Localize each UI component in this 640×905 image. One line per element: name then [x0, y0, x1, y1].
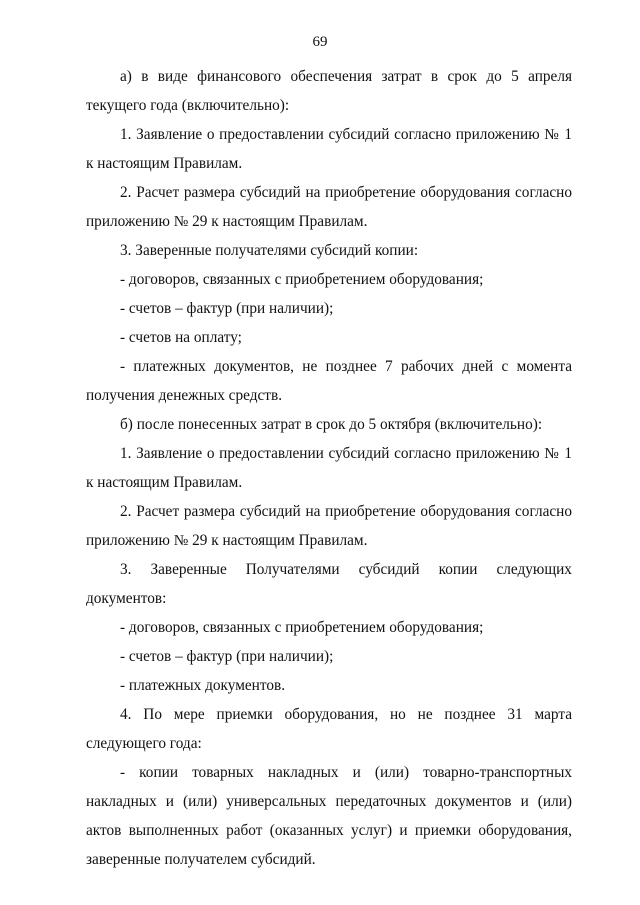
paragraph-b-2: 2. Расчет размера субсидий на приобретение оборудования согласно приложению № 29 к настоящим Правилам. — [86, 503, 572, 549]
list-item-invoices-b: - счетов – фактур (при наличии); — [120, 648, 334, 665]
paragraph-4-copies: - копии товарных накладных и (или) товарно-транспортных накладных и (или) универсальных передаточных документов и (или) актов выполненных работ (оказанных услуг) и приемки оборудования, заверенные получателем субсидий. — [86, 764, 572, 868]
spaced-word: Получателями — [245, 561, 340, 578]
paragraph-a-3: 3. Заверенные получателями субсидий копии: — [120, 242, 419, 259]
paragraph-a-intro: а) в виде финансового обеспечения затрат в срок до 5 апреля текущего года (включительно): — [86, 68, 572, 114]
list-item-contracts: - договоров, связанных с приобретением оборудования; — [120, 271, 484, 288]
paragraph-b-3-tail: документов: — [86, 590, 167, 607]
spaced-word: субсидий — [358, 561, 420, 578]
spaced-word: следующих — [496, 561, 572, 578]
list-item-payment-docs: - платежных документов, не позднее 7 рабочих дней с момента получения денежных средств. — [86, 358, 572, 404]
spaced-word: копии — [438, 561, 478, 578]
paragraph-b-1: 1. Заявление о предоставлении субсидий согласно приложению № 1 к настоящим Правилам. — [86, 445, 572, 491]
document-body — [86, 62, 572, 874]
paragraph-4: 4. По мере приемки оборудования, но не позднее 31 марта следующего года: — [86, 706, 572, 752]
list-item-bills: - счетов на оплату; — [120, 329, 242, 346]
paragraph-a-2: 2. Расчет размера субсидий на приобретение оборудования согласно приложению № 29 к настоящим Правилам. — [86, 184, 572, 230]
spaced-word: Заверенные — [150, 561, 227, 578]
list-item-contracts-b: - договоров, связанных с приобретением оборудования; — [120, 619, 484, 636]
paragraph-a-1: 1. Заявление о предоставлении субсидий согласно приложению № 1 к настоящим Правилам. — [86, 126, 572, 172]
list-item-invoices: - счетов – фактур (при наличии); — [120, 300, 334, 317]
paragraph-b-intro: б) после понесенных затрат в срок до 5 октября (включительно): — [120, 416, 543, 433]
spaced-word: 3. — [120, 561, 132, 578]
page-number: 69 — [312, 34, 328, 50]
paragraph-b-3-first-line — [120, 555, 572, 584]
list-item-payment-docs-b: - платежных документов. — [120, 677, 286, 694]
